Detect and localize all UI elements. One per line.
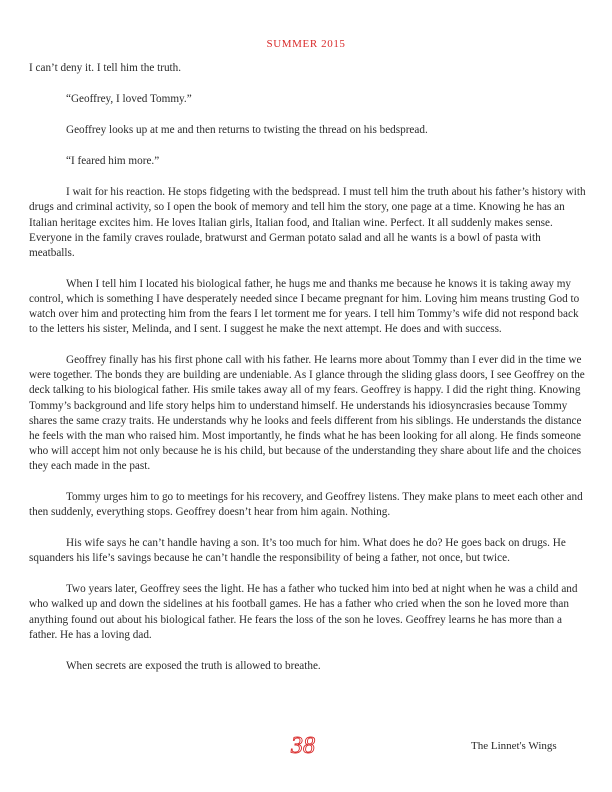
paragraph: Two years later, Geoffrey sees the light. He has a father who tucked him into bed at night when he was a child and who walked up and down the sidelines at his football games. He has a father who cried when the son he loved more than anything found out about his biological father. He fears the loss of the son he loves. Geoffrey learns he has more than a father. He has a loving dad. bbox=[29, 583, 578, 641]
paragraph: “Geoffrey, I loved Tommy.” bbox=[66, 93, 192, 106]
paragraph: “I feared him more.” bbox=[66, 155, 160, 168]
paragraph: Geoffrey looks up at me and then returns to twisting the thread on his bedspread. bbox=[66, 124, 428, 137]
paragraph: His wife says he can’t handle having a son. It’s too much for him. What does he do? He goes back on drugs. He squanders his life’s savings because he can’t handle the responsibility of being a father, not once, but twice. bbox=[29, 537, 566, 565]
paragraph: When secrets are exposed the truth is allowed to breathe. bbox=[66, 659, 321, 672]
body-text bbox=[29, 61, 587, 690]
paragraph: Geoffrey finally has his first phone call with his father. He learns more about Tommy than I ever did in the time we were together. The bonds they are building are undeniable. As I glance through the sliding glass doors, I see Geoffrey on the deck talking to his biological father. His smile takes away all of my fears. Geoffrey is happy. I did the right thing. Knowing Tommy’s background and life story helps him to understand himself. He understands his idiosyncrasies because Tommy shares the same crazy traits. He understands why he looks and feels different from his siblings. He understands the distance he feels with the man who raised him. Most importantly, he finds what he has been looking for all along. He finds someone who will accept him not only because he is his child, but because of the understanding they share about life and the choices they each made in the past. bbox=[29, 354, 585, 472]
footer-book-title: The Linnet's Wings bbox=[471, 740, 557, 752]
page-number-text: 38 bbox=[291, 733, 315, 759]
paragraph: I can’t deny it. I tell him the truth. bbox=[29, 62, 182, 74]
paragraph: I wait for his reaction. He stops fidgeting with the bedspread. I must tell him the truth about his father’s history with drugs and criminal activity, so I open the book of memory and tell him the story, one page at a time. Knowing he has an Italian heritage excites him. He loves Italian girls, Italian food, and Italian wine. Perfect. It all suddenly makes sense. Everyone in the family craves roulade, bratwurst and German potato salad and all he wants is a bowl of pasta with meatballs. bbox=[29, 186, 586, 259]
page-number bbox=[283, 730, 323, 760]
paragraph: When I tell him I located his biological father, he hugs me and thanks me because he knows it is taking away my control, which is something I have desperately needed since I became pregnant for him. Loving him means trusting God to watch over him and protecting him from the fears I let torment me for years. I tell him Tommy’s wife did not respond back to the letters his sister, Melinda, and I sent. I suggest he make the next attempt. He does and with success. bbox=[29, 277, 580, 336]
chapter-title: SUMMER 2015 bbox=[266, 38, 346, 50]
paragraph: Tommy urges him to go to meetings for his recovery, and Geoffrey listens. They make plans to meet each other and then suddenly, everything stops. Geoffrey doesn’t hear from him again. Nothing. bbox=[29, 490, 583, 519]
